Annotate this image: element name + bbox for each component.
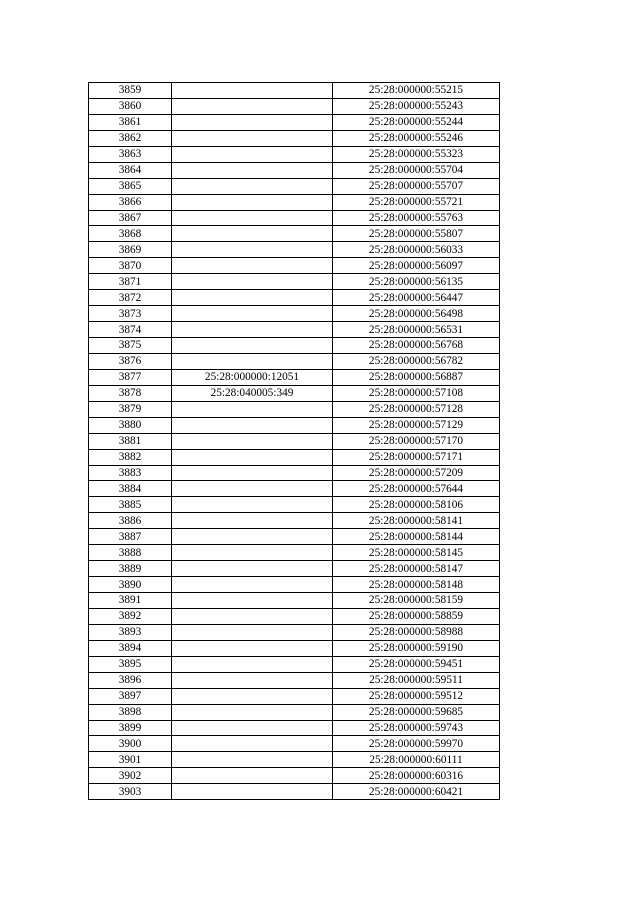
row-number-cell: 3877 xyxy=(89,369,172,385)
previous-number-cell xyxy=(172,242,333,258)
cadastral-number-cell: 25:28:000000:56033 xyxy=(333,242,500,258)
cadastral-number-cell: 25:28:000000:57209 xyxy=(333,465,500,481)
table-row xyxy=(89,258,500,274)
previous-number-cell xyxy=(172,417,333,433)
row-number-cell: 3887 xyxy=(89,529,172,545)
previous-number-cell xyxy=(172,640,333,656)
cadastral-number-cell: 25:28:000000:56447 xyxy=(333,290,500,306)
previous-number-cell xyxy=(172,83,333,99)
cadastral-number-cell: 25:28:000000:58159 xyxy=(333,593,500,609)
previous-number-cell xyxy=(172,529,333,545)
table-row xyxy=(89,545,500,561)
previous-number-cell xyxy=(172,561,333,577)
previous-number-cell xyxy=(172,656,333,672)
row-number-cell: 3893 xyxy=(89,624,172,640)
cadastral-number-cell: 25:28:000000:59685 xyxy=(333,704,500,720)
row-number-cell: 3880 xyxy=(89,417,172,433)
previous-number-cell xyxy=(172,481,333,497)
previous-number-cell xyxy=(172,274,333,290)
row-number-cell: 3896 xyxy=(89,672,172,688)
table-row xyxy=(89,385,500,401)
table-row xyxy=(89,322,500,338)
previous-number-cell xyxy=(172,114,333,130)
previous-number-cell xyxy=(172,688,333,704)
previous-number-cell xyxy=(172,338,333,354)
table-row xyxy=(89,608,500,624)
cadastral-number-cell: 25:28:000000:56097 xyxy=(333,258,500,274)
cadastral-number-cell: 25:28:000000:55215 xyxy=(333,83,500,99)
previous-number-cell xyxy=(172,146,333,162)
row-number-cell: 3898 xyxy=(89,704,172,720)
table-body xyxy=(89,83,500,800)
row-number-cell: 3859 xyxy=(89,83,172,99)
table-row xyxy=(89,417,500,433)
row-number-cell: 3870 xyxy=(89,258,172,274)
row-number-cell: 3868 xyxy=(89,226,172,242)
previous-number-cell xyxy=(172,306,333,322)
table-row xyxy=(89,210,500,226)
row-number-cell: 3865 xyxy=(89,178,172,194)
cadastral-number-cell: 25:28:000000:55807 xyxy=(333,226,500,242)
row-number-cell: 3882 xyxy=(89,449,172,465)
previous-number-cell xyxy=(172,608,333,624)
table-row xyxy=(89,497,500,513)
table-row xyxy=(89,561,500,577)
table-row xyxy=(89,194,500,210)
cadastral-number-cell: 25:28:000000:60316 xyxy=(333,768,500,784)
row-number-cell: 3897 xyxy=(89,688,172,704)
table-row xyxy=(89,752,500,768)
row-number-cell: 3886 xyxy=(89,513,172,529)
cadastral-number-cell: 25:28:000000:55704 xyxy=(333,162,500,178)
cadastral-number-cell: 25:28:000000:57108 xyxy=(333,385,500,401)
row-number-cell: 3875 xyxy=(89,338,172,354)
cadastral-number-cell: 25:28:000000:59512 xyxy=(333,688,500,704)
cadastral-number-cell: 25:28:000000:55323 xyxy=(333,146,500,162)
row-number-cell: 3867 xyxy=(89,210,172,226)
cadastral-number-cell: 25:28:000000:55763 xyxy=(333,210,500,226)
row-number-cell: 3901 xyxy=(89,752,172,768)
previous-number-cell xyxy=(172,162,333,178)
table-row xyxy=(89,242,500,258)
row-number-cell: 3884 xyxy=(89,481,172,497)
cadastral-number-cell: 25:28:000000:59743 xyxy=(333,720,500,736)
table-row xyxy=(89,513,500,529)
table-row xyxy=(89,433,500,449)
row-number-cell: 3860 xyxy=(89,98,172,114)
row-number-cell: 3891 xyxy=(89,593,172,609)
row-number-cell: 3889 xyxy=(89,561,172,577)
row-number-cell: 3881 xyxy=(89,433,172,449)
table-row xyxy=(89,624,500,640)
row-number-cell: 3878 xyxy=(89,385,172,401)
row-number-cell: 3869 xyxy=(89,242,172,258)
previous-number-cell xyxy=(172,736,333,752)
cadastral-number-cell: 25:28:000000:55707 xyxy=(333,178,500,194)
cadastral-number-cell: 25:28:000000:59451 xyxy=(333,656,500,672)
table-row xyxy=(89,178,500,194)
row-number-cell: 3888 xyxy=(89,545,172,561)
table-row xyxy=(89,146,500,162)
previous-number-cell xyxy=(172,593,333,609)
cadastral-number-cell: 25:28:000000:59970 xyxy=(333,736,500,752)
cadastral-number-cell: 25:28:000000:57644 xyxy=(333,481,500,497)
previous-number-cell xyxy=(172,465,333,481)
table-row xyxy=(89,353,500,369)
row-number-cell: 3899 xyxy=(89,720,172,736)
table-row xyxy=(89,290,500,306)
cadastral-number-cell: 25:28:000000:55721 xyxy=(333,194,500,210)
cadastral-number-cell: 25:28:000000:58106 xyxy=(333,497,500,513)
cadastral-number-cell: 25:28:000000:56531 xyxy=(333,322,500,338)
table-row xyxy=(89,704,500,720)
table-row xyxy=(89,688,500,704)
table-row xyxy=(89,83,500,99)
cadastral-number-cell: 25:28:000000:58859 xyxy=(333,608,500,624)
table-row xyxy=(89,130,500,146)
table-row xyxy=(89,338,500,354)
cadastral-number-cell: 25:28:000000:58148 xyxy=(333,577,500,593)
row-number-cell: 3871 xyxy=(89,274,172,290)
table-row xyxy=(89,226,500,242)
cadastral-number-cell: 25:28:000000:55246 xyxy=(333,130,500,146)
previous-number-cell: 25:28:040005:349 xyxy=(172,385,333,401)
cadastral-number-cell: 25:28:000000:57171 xyxy=(333,449,500,465)
row-number-cell: 3903 xyxy=(89,784,172,800)
table-row xyxy=(89,114,500,130)
previous-number-cell xyxy=(172,449,333,465)
row-number-cell: 3862 xyxy=(89,130,172,146)
table-row xyxy=(89,640,500,656)
cadastral-number-cell: 25:28:000000:60421 xyxy=(333,784,500,800)
row-number-cell: 3879 xyxy=(89,401,172,417)
row-number-cell: 3895 xyxy=(89,656,172,672)
previous-number-cell xyxy=(172,720,333,736)
row-number-cell: 3900 xyxy=(89,736,172,752)
row-number-cell: 3873 xyxy=(89,306,172,322)
table-row xyxy=(89,274,500,290)
row-number-cell: 3890 xyxy=(89,577,172,593)
cadastral-number-cell: 25:28:000000:55243 xyxy=(333,98,500,114)
previous-number-cell xyxy=(172,433,333,449)
previous-number-cell xyxy=(172,322,333,338)
row-number-cell: 3894 xyxy=(89,640,172,656)
cadastral-number-cell: 25:28:000000:56135 xyxy=(333,274,500,290)
previous-number-cell xyxy=(172,497,333,513)
previous-number-cell xyxy=(172,624,333,640)
table-row xyxy=(89,481,500,497)
cadastral-number-cell: 25:28:000000:58988 xyxy=(333,624,500,640)
previous-number-cell xyxy=(172,513,333,529)
previous-number-cell xyxy=(172,768,333,784)
cadastral-number-cell: 25:28:000000:59511 xyxy=(333,672,500,688)
row-number-cell: 3861 xyxy=(89,114,172,130)
row-number-cell: 3866 xyxy=(89,194,172,210)
table-row xyxy=(89,593,500,609)
table-row xyxy=(89,369,500,385)
previous-number-cell xyxy=(172,210,333,226)
table-row xyxy=(89,449,500,465)
table-row xyxy=(89,736,500,752)
previous-number-cell xyxy=(172,353,333,369)
cadastral-number-cell: 25:28:000000:57170 xyxy=(333,433,500,449)
previous-number-cell xyxy=(172,672,333,688)
previous-number-cell xyxy=(172,226,333,242)
cadastral-number-cell: 25:28:000000:56768 xyxy=(333,338,500,354)
cadastral-number-cell: 25:28:000000:58145 xyxy=(333,545,500,561)
table-row xyxy=(89,529,500,545)
previous-number-cell xyxy=(172,178,333,194)
cadastral-number-cell: 25:28:000000:60111 xyxy=(333,752,500,768)
row-number-cell: 3885 xyxy=(89,497,172,513)
previous-number-cell xyxy=(172,130,333,146)
row-number-cell: 3876 xyxy=(89,353,172,369)
table-row xyxy=(89,98,500,114)
table-row xyxy=(89,720,500,736)
cadastral-number-cell: 25:28:000000:56498 xyxy=(333,306,500,322)
table-row xyxy=(89,656,500,672)
previous-number-cell xyxy=(172,98,333,114)
cadastral-number-cell: 25:28:000000:56782 xyxy=(333,353,500,369)
cadastral-number-table xyxy=(88,82,500,800)
row-number-cell: 3883 xyxy=(89,465,172,481)
row-number-cell: 3902 xyxy=(89,768,172,784)
table-row xyxy=(89,162,500,178)
row-number-cell: 3874 xyxy=(89,322,172,338)
previous-number-cell xyxy=(172,704,333,720)
previous-number-cell xyxy=(172,545,333,561)
cadastral-number-cell: 25:28:000000:57129 xyxy=(333,417,500,433)
previous-number-cell xyxy=(172,258,333,274)
table-row xyxy=(89,306,500,322)
row-number-cell: 3872 xyxy=(89,290,172,306)
cadastral-number-cell: 25:28:000000:58144 xyxy=(333,529,500,545)
cadastral-number-cell: 25:28:000000:55244 xyxy=(333,114,500,130)
previous-number-cell xyxy=(172,290,333,306)
cadastral-number-cell: 25:28:000000:58141 xyxy=(333,513,500,529)
table-row xyxy=(89,401,500,417)
table-row xyxy=(89,784,500,800)
row-number-cell: 3892 xyxy=(89,608,172,624)
row-number-cell: 3863 xyxy=(89,146,172,162)
previous-number-cell xyxy=(172,577,333,593)
table-row xyxy=(89,465,500,481)
previous-number-cell xyxy=(172,752,333,768)
previous-number-cell: 25:28:000000:12051 xyxy=(172,369,333,385)
cadastral-number-cell: 25:28:000000:58147 xyxy=(333,561,500,577)
row-number-cell: 3864 xyxy=(89,162,172,178)
table-row xyxy=(89,672,500,688)
table-row xyxy=(89,768,500,784)
table-row xyxy=(89,577,500,593)
previous-number-cell xyxy=(172,784,333,800)
cadastral-number-cell: 25:28:000000:56887 xyxy=(333,369,500,385)
cadastral-number-cell: 25:28:000000:59190 xyxy=(333,640,500,656)
previous-number-cell xyxy=(172,194,333,210)
previous-number-cell xyxy=(172,401,333,417)
cadastral-number-cell: 25:28:000000:57128 xyxy=(333,401,500,417)
